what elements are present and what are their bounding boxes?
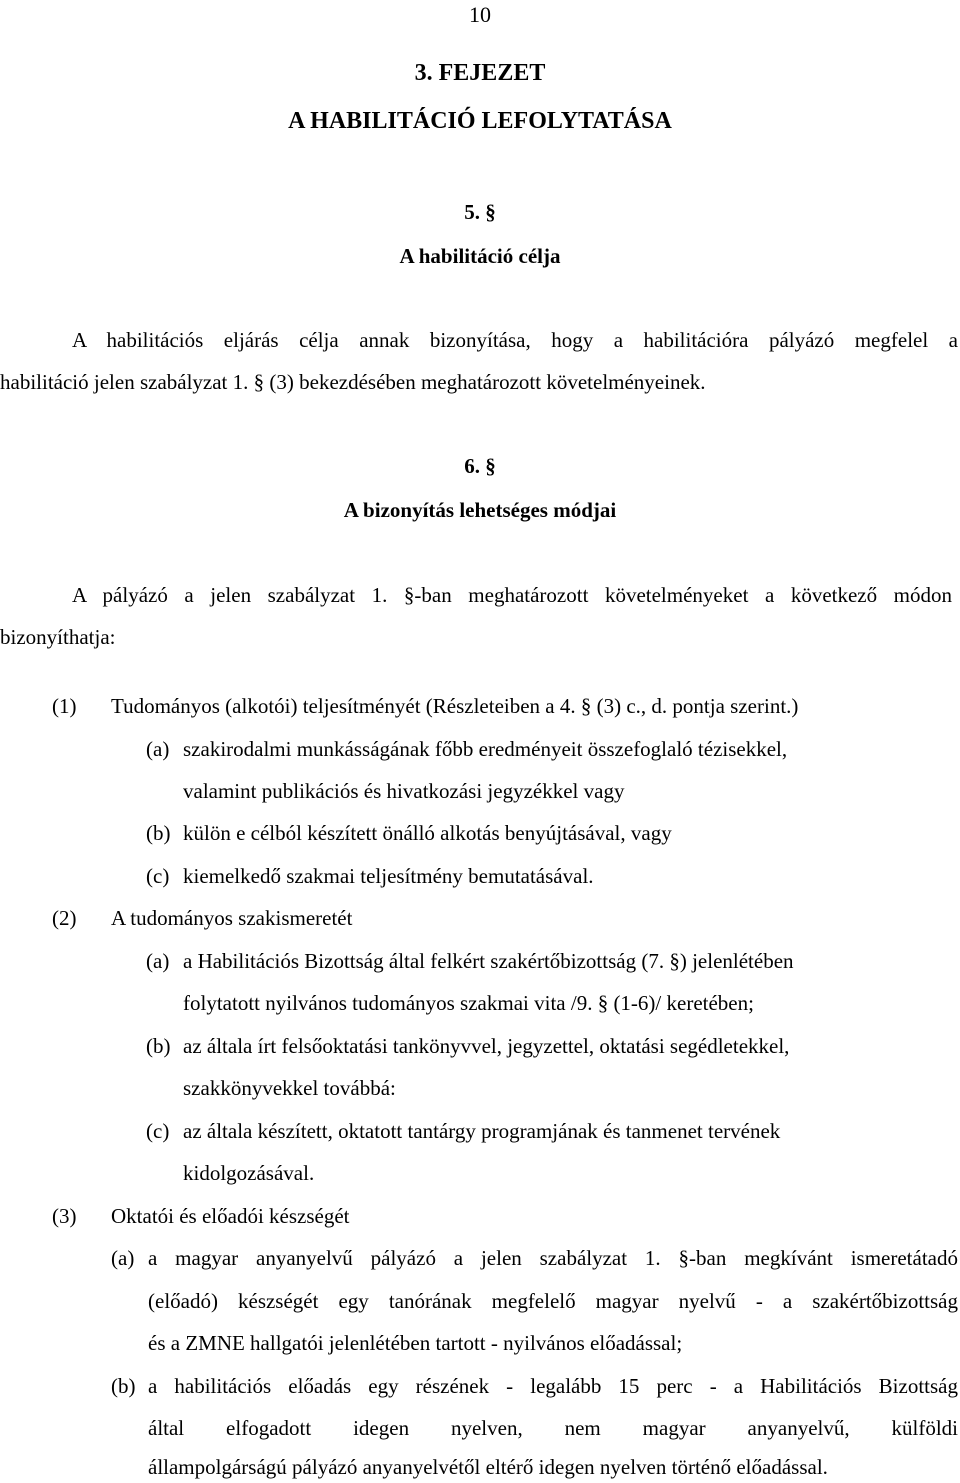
item-2a-marker: (a) (146, 949, 170, 973)
item-1c-line1: kiemelkedő szakmai teljesítmény bemutatásával. (183, 864, 594, 888)
item-2a-line2: folytatott nyilvános tudományos szakmai vita /9. § (1-6)/ keretében; (183, 991, 754, 1015)
section-6-number: 6. § (464, 454, 496, 478)
item-2c-line1: az általa készített, oktatott tantárgy programjának és tanmenet tervének (183, 1119, 781, 1143)
item-1a-line1: szakirodalmi munkásságának főbb eredményeit összefoglaló tézisekkel, (183, 737, 788, 761)
item-3b-line3: állampolgárságú pályázó anyanyelvétől eltérő idegen nyelven történő előadással. (148, 1455, 828, 1479)
section-6-title: A bizonyítás lehetséges módjai (343, 498, 617, 522)
item-2-text: A tudományos szakismeretét (111, 906, 353, 930)
item-2b-marker: (b) (146, 1034, 171, 1058)
item-3a-marker: (a) (111, 1246, 135, 1270)
section-6-paragraph-line2: bizonyíthatja: (0, 625, 116, 649)
item-1a-line2: valamint publikációs és hivatkozási jegyzékkel vagy (183, 779, 625, 803)
item-1c-marker: (c) (146, 864, 170, 888)
item-2a-line1: a Habilitációs Bizottság által felkért szakértőbizottság (7. §) jelenlétében (183, 949, 794, 973)
item-3b-line2: által elfogadott idegen nyelven, nem magyar anyanyelvű, külföldi (148, 1416, 958, 1440)
section-6-paragraph-line1: A pályázó a jelen szabályzat 1. §-ban meghatározott követelményeket a következő módon (72, 583, 952, 607)
item-1b-marker: (b) (146, 821, 171, 845)
item-3b-marker: (b) (111, 1374, 136, 1398)
item-3a-line3: és a ZMNE hallgatói jelenlétében tartott - nyilvános előadással; (148, 1331, 683, 1355)
chapter-number: 3. FEJEZET (414, 60, 546, 86)
item-2c-line2: kidolgozásával. (183, 1161, 315, 1185)
item-2c-marker: (c) (146, 1119, 170, 1143)
section-5-number: 5. § (464, 200, 496, 224)
item-1-text: Tudományos (alkotói) teljesítményét (Részleteiben a 4. § (3) c., d. pontja szerint.) (111, 694, 799, 718)
chapter-title: A HABILITÁCIÓ LEFOLYTATÁSA (288, 108, 672, 134)
item-1a-marker: (a) (146, 737, 170, 761)
item-2b-line2: szakkönyvekkel továbbá: (183, 1076, 396, 1100)
item-1-marker: (1) (52, 694, 77, 718)
page-number: 10 (469, 2, 491, 27)
item-2-marker: (2) (52, 906, 77, 930)
item-3-marker: (3) (52, 1204, 77, 1228)
section-5-title: A habilitáció célja (399, 244, 561, 268)
item-3b-line1: a habilitációs előadás egy részének - legalább 15 perc - a Habilitációs Bizottság (148, 1374, 958, 1398)
section-5-paragraph-line2: habilitáció jelen szabályzat 1. § (3) bekezdésében meghatározott követelményeinek. (0, 370, 706, 394)
item-3a-line2: (előadó) készségét egy tanórának megfelelő magyar nyelvű - a szakértőbizottság (148, 1289, 958, 1313)
item-2b-line1: az általa írt felsőoktatási tankönyvvel, jegyzettel, oktatási segédletekkel, (183, 1034, 790, 1058)
item-3-text: Oktatói és előadói készségét (111, 1204, 350, 1228)
section-5-paragraph-line1: A habilitációs eljárás célja annak bizonyítása, hogy a habilitációra pályázó megfelel a (72, 328, 958, 352)
item-1b-line1: külön e célból készített önálló alkotás benyújtásával, vagy (183, 821, 672, 845)
item-3a-line1: a magyar anyanyelvű pályázó a jelen szabályzat 1. §-ban megkívánt ismeretátadó (148, 1246, 958, 1270)
